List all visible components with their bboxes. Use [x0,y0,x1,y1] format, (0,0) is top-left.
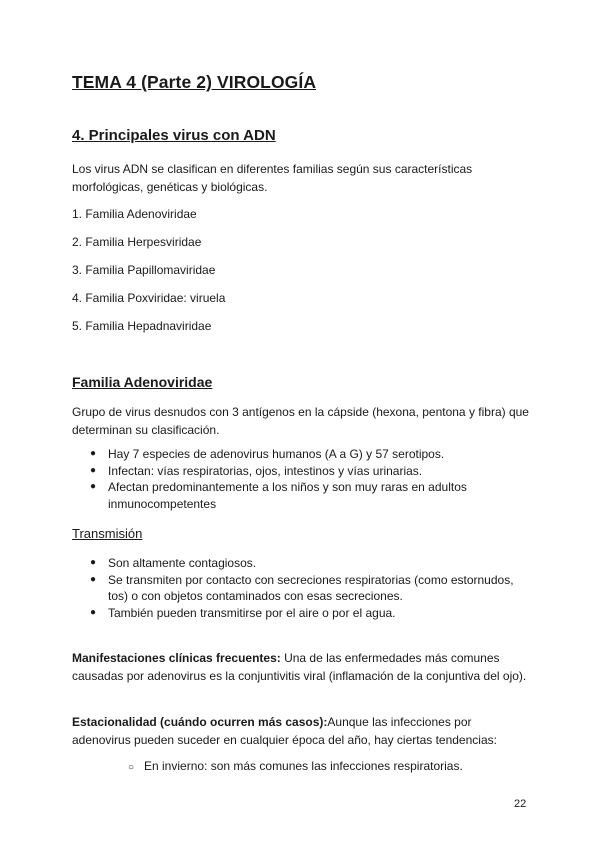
page-title: TEMA 4 (Parte 2) VIROLOGÍA [72,72,317,92]
family-list-item: 1. Familia Adenoviridae [72,207,197,221]
hollow-bullet-icon: ○ [128,762,135,773]
transmission-bullet-list [72,555,532,621]
family-list-item: 5. Familia Hepadnaviridae [72,319,212,333]
adenoviridae-bullet-list [72,446,532,512]
transmission-subheading: Transmisión [72,526,143,541]
page-number: 22 [514,798,527,810]
bullet-icon: ● [90,606,97,618]
bullet-icon: ● [90,573,97,585]
bullet-item: ● Afectan predominantemente a los niños y son muy raras en adultos inmunocompetentes [90,480,467,511]
bullet-icon: ● [90,448,97,459]
bullet-icon: ● [90,481,97,492]
bullet-item: ● Se transmiten por contacto con secreciones respiratorias (como estornudos, tos) o con objetos contaminados con esas secreciones. [90,572,514,603]
clinical-manifestations-paragraph [72,649,532,685]
clinical-manifestations-text: Una de las enfermedades más comunes causadas por adenovirus es la conjuntivitis viral (inflamación de la conjuntiva del ojo). [72,651,527,683]
bullet-item: ● Son altamente contagiosos. [90,556,257,570]
adenoviridae-heading: Familia Adenoviridae [72,374,213,390]
bullet-item: ● También pueden transmitirse por el aire o por el agua. [90,605,396,620]
section-intro-paragraph: Los virus ADN se clasifican en diferentes familias según sus características morfológicas, genéticas y biológicas. [72,162,473,194]
family-list-item: 4. Familia Poxviridae: viruela [72,291,226,305]
clinical-manifestations-label: Manifestaciones clínicas frecuentes: [72,651,281,665]
family-list-item: 3. Familia Papillomaviridae [72,263,216,277]
section-heading-dna-viruses: 4. Principales virus con ADN [72,127,276,144]
adenoviridae-intro-paragraph: Grupo de virus desnudos con 3 antígenos en la cápside (hexona, pentona y fibra) que determinan su clasificación. [72,405,529,437]
seasonality-list-item: ○ En invierno: son más comunes las infecciones respiratorias. [128,757,463,777]
seasonality-paragraph [72,713,532,749]
bullet-item: ● Infectan: vías respiratorias, ojos, intestinos y vías urinarias. [90,463,423,478]
bullet-icon: ● [90,464,97,476]
seasonality-text: Aunque las infecciones por adenovirus pueden suceder en cualquier época del año, hay ciertas tendencias: [72,715,497,747]
seasonality-label: Estacionalidad (cuándo ocurren más casos): [72,715,328,729]
family-list-item: 2. Familia Herpesviridae [72,235,202,249]
bullet-item: ● Hay 7 especies de adenovirus humanos (A a G) y 57 serotipos. [90,447,445,461]
bullet-icon: ● [90,557,97,568]
